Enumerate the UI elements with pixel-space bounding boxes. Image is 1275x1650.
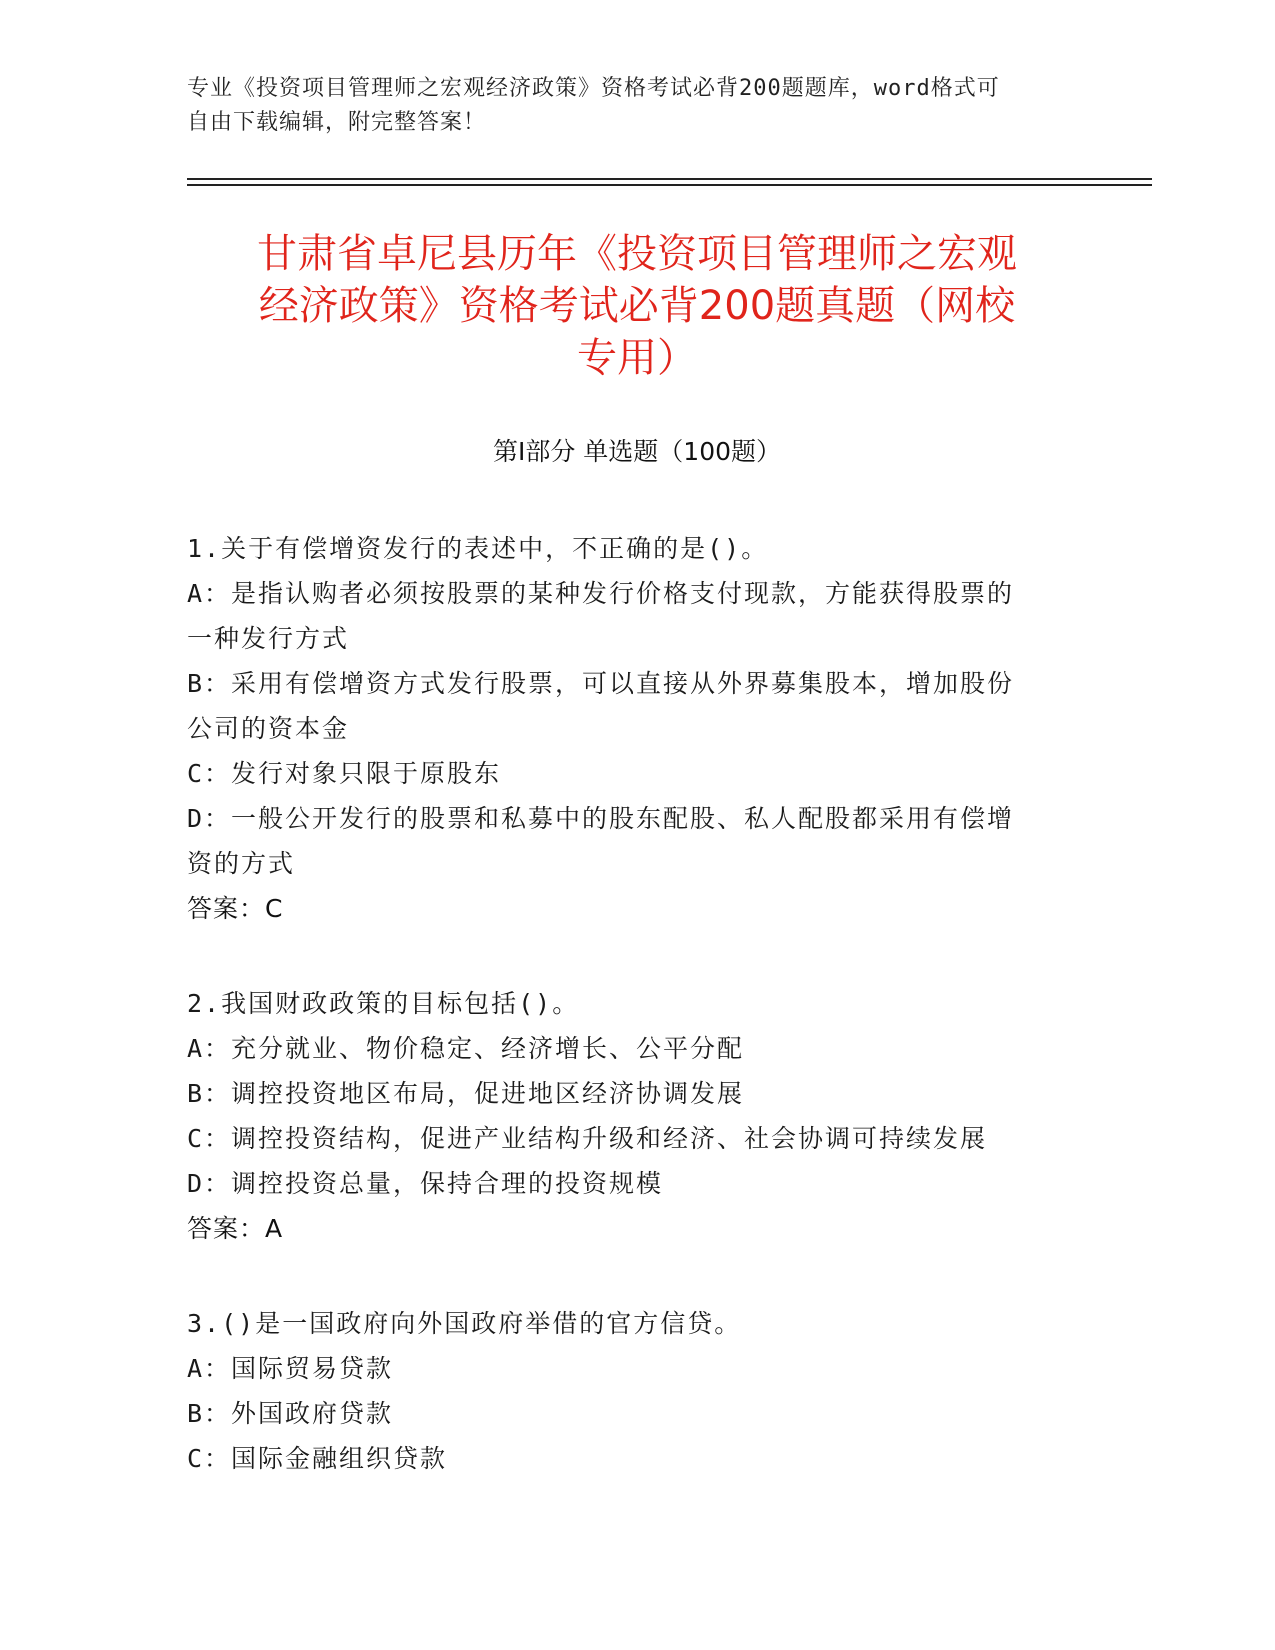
question-stem: 1.关于有偿增资发行的表述中，不正确的是()。 [187,534,769,563]
title-line: 专用） [577,335,697,381]
question-stem: 2.我国财政政策的目标包括()。 [187,989,580,1018]
section-title: 第I部分 单选题（100题） [492,437,782,466]
header-note-line: 自由下载编辑，附完整答案！ [187,110,487,135]
title-line: 经济政策》资格考试必背200题真题（网校 [258,283,1016,329]
document-title [187,228,1087,384]
header-divider [187,178,1152,180]
question-item [187,1301,1067,1481]
question-item [187,526,1067,931]
question-option: D：一般公开发行的股票和私募中的股东配股、私人配股都采用有偿增 [187,804,1015,833]
question-option: B：外国政府贷款 [187,1399,394,1428]
header-note-line: 专业《投资项目管理师之宏观经济政策》资格考试必背200题题库，word格式可 [187,76,1000,101]
question-option: D：调控投资总量，保持合理的投资规模 [187,1169,664,1198]
question-answer: 答案：A [187,1214,284,1243]
header-note [187,72,1067,140]
question-option: A：充分就业、物价稳定、经济增长、公平分配 [187,1034,745,1063]
question-option: A：国际贸易贷款 [187,1354,394,1383]
header-divider [187,184,1152,186]
question-option: 公司的资本金 [187,714,350,743]
question-list [187,526,1067,1531]
question-stem: 3.()是一国政府向外国政府举借的官方信贷。 [187,1309,742,1338]
question-option: 一种发行方式 [187,624,350,653]
question-option: B：调控投资地区布局，促进地区经济协调发展 [187,1079,745,1108]
question-option: 资的方式 [187,849,296,878]
title-line: 甘肃省卓尼县历年《投资项目管理师之宏观 [257,231,1017,277]
question-answer: 答案：C [187,894,284,923]
question-item [187,981,1067,1251]
question-option: A：是指认购者必须按股票的某种发行价格支付现款，方能获得股票的 [187,579,1015,608]
question-option: C：发行对象只限于原股东 [187,759,502,788]
question-option: B：采用有偿增资方式发行股票，可以直接从外界募集股本，增加股份 [187,669,1015,698]
question-option: C：国际金融组织贷款 [187,1444,448,1473]
question-option: C：调控投资结构，促进产业结构升级和经济、社会协调可持续发展 [187,1124,988,1153]
